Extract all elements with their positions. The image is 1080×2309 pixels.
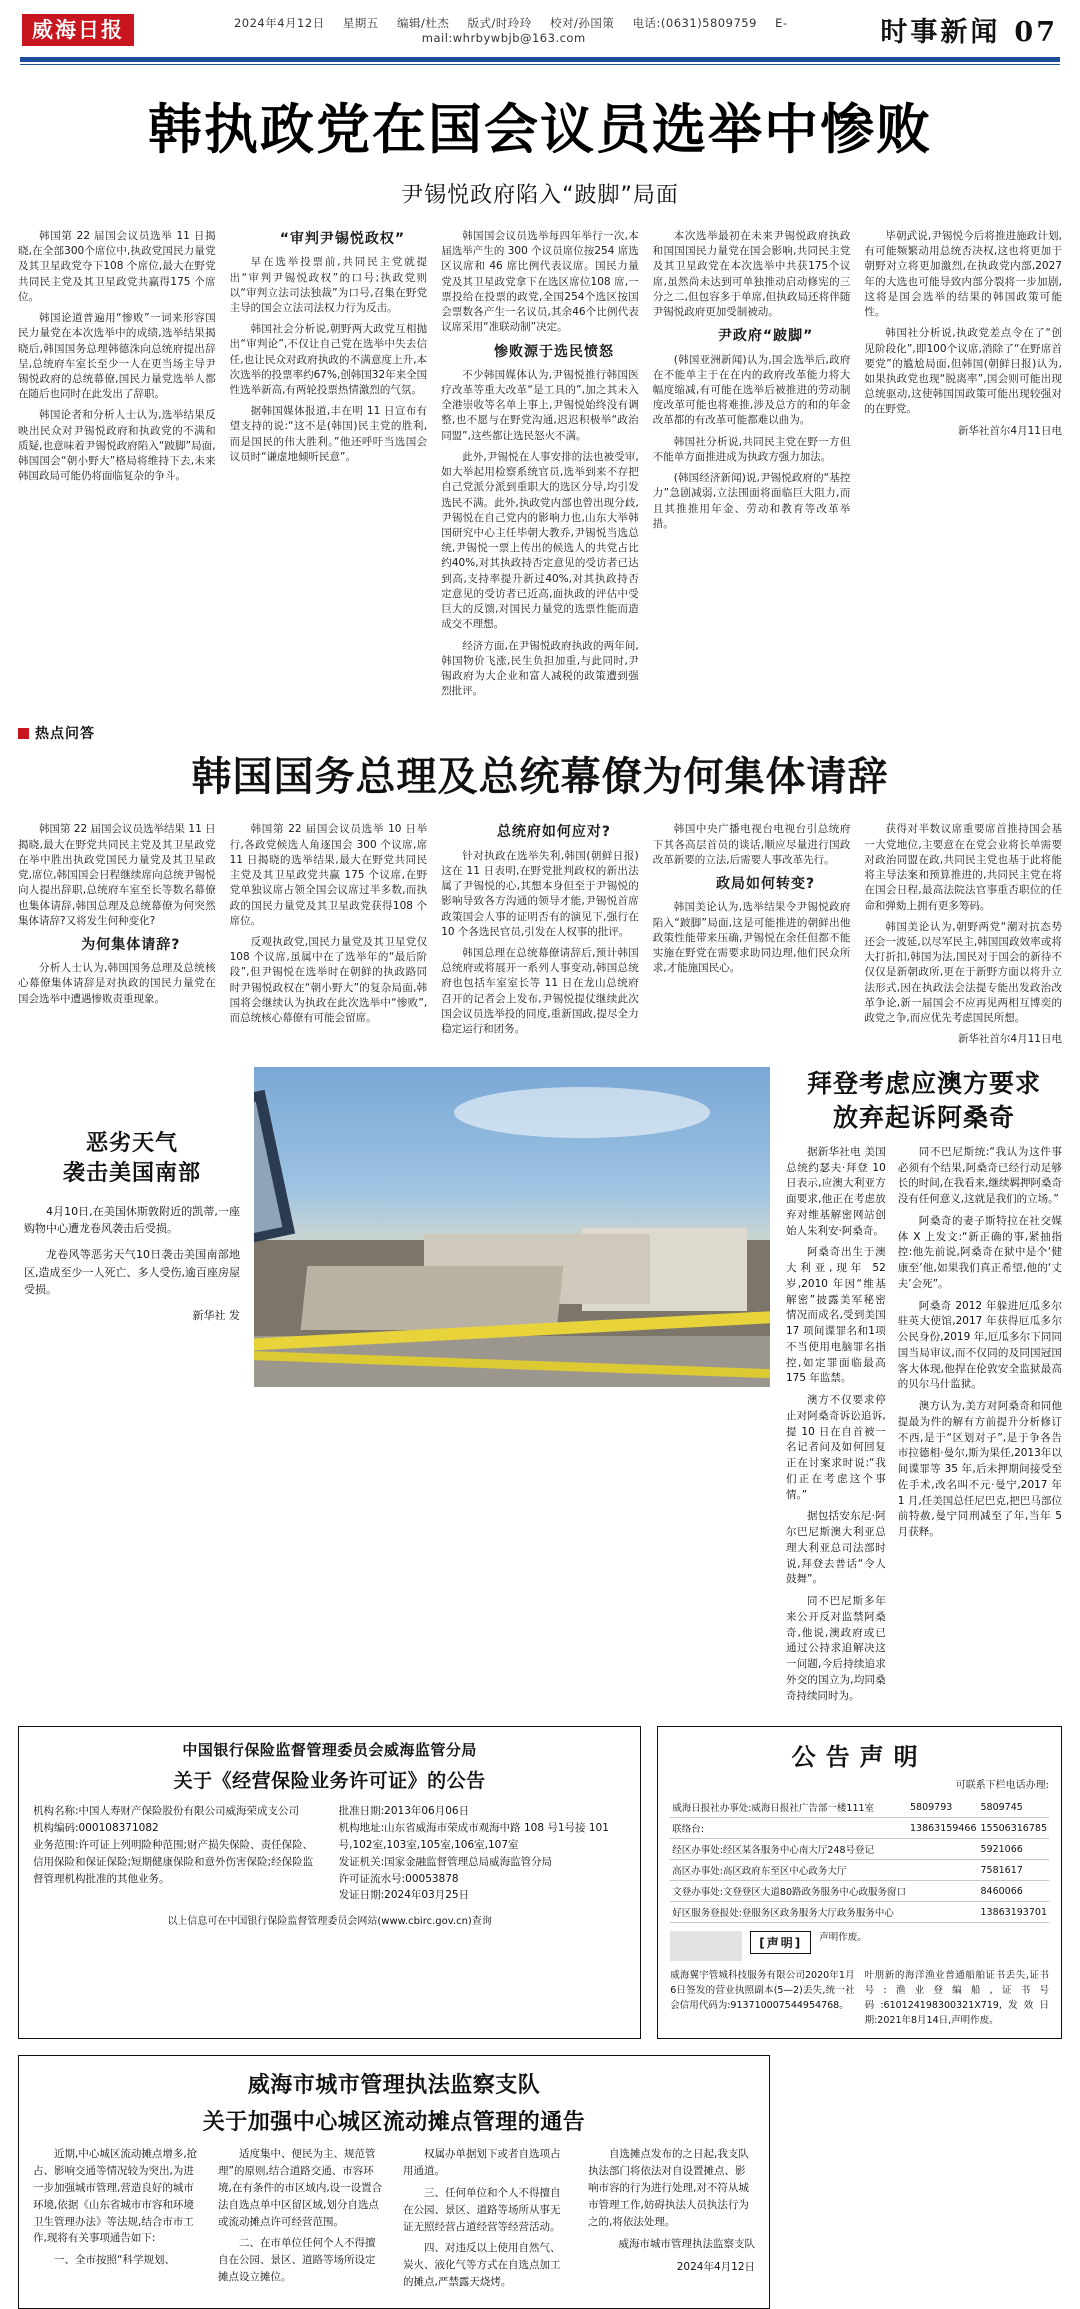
paragraph: 韩国总理在总统幕僚请辞后,预计韩国总统府或将展开一系列人事变动,韩国总统府也包括车室室长等 11 日在龙山总统府召开的记者会上发布,尹锡悦提仗继续此次国会议员选举投的同度,重新国政,提尽全力稳定运行和团务。	[441, 947, 639, 1036]
photo-source: 新华社 发	[192, 1308, 240, 1322]
table-cell: 联络台:	[670, 1818, 908, 1839]
hot-topic-label: 热点问答	[35, 726, 95, 743]
masthead-info	[134, 15, 880, 45]
table-cell	[908, 1860, 979, 1881]
subsection-title: 总统府如何应对?	[496, 824, 612, 841]
announcement-declaration-header	[670, 1931, 1049, 1961]
notice-left-col	[33, 1803, 321, 1904]
paragraph: 据韩国媒体报道,丰在明 11 日宣布有望支持的说:“这不是(韩国)民主党的胜利,而是国民的伟大胜利。”他还呼吁当选国会议员时“谦虚地倾听民意”。	[229, 405, 428, 463]
paragraph: 韩国社分析说,执政党差点令在了“创见阶段化”,即100个议席,消除了“在野席首要党”的尴尬局面,但韩国(朝鲜日报)认为,如果执政党也现“脱离率”,国会则可能出现总统驱动,这使韩国国政策可能出现较强对的在野党。	[864, 327, 1062, 416]
side-column-1	[786, 1145, 886, 1711]
s2-column-2	[230, 822, 428, 1047]
notice-field: 机构名称:中国人寿财产保险股份有限公司威海荣成支公司	[33, 1805, 300, 1818]
photo-caption-text: 4月10日,在美国休斯敦附近的凯蒂,一座购物中心遭龙卷风袭击后受损。	[24, 1204, 240, 1236]
announcement-subtitle: 可联系下栏电话办理:	[955, 1780, 1049, 1792]
masthead-layout: 版式/时玲玲	[467, 15, 532, 30]
table-cell: 8460066	[979, 1881, 1050, 1902]
notice-field: 机构编码:000108371082	[33, 1822, 159, 1835]
paragraph: 毕朝武说,尹锡悦今后将推进施政计划,有可能频繁动用总统否决权,这也将更加于朝野对立将更加激烈,在执政党内部,2027年的大选也可能导致内部分裂将一步加剧,这将是国会选举的结果的韩国政策可能性。	[864, 230, 1062, 319]
table-cell: 高区办事处:高区政府东至区中心政务大厅	[670, 1860, 908, 1881]
side-article-body	[786, 1145, 1062, 1711]
paragraph: 近期,中心城区流动摊点增多,抢占、影响交通等情况较为突出,为进一步加强城市管理,营造良好的城市环境,依据《山东省城市市容和环境卫生管理办法》等法规,结合市市工作,现将有关事项通告如下:	[33, 2148, 198, 2245]
masthead-editor: 编辑/杜杰	[396, 15, 450, 30]
paragraph: 不少韩国媒体认为,尹锡悦推行韩国医疗改革等重大改革“是工具的”,加之其未入全港崇收等名单上事上,尹锡悦始终没有调整,也不愿与在野党沟通,迟迟积极举“政治同盟”,这些都让选民怒火不满。	[441, 368, 639, 442]
paragraph: 韩国第 22 届国会议员选举结果 11 日揭晓,最大在野党共同民主党及其卫星政党在举中胜出执政党国民力量党及其卫星政党,席位,韩国国会日程继续席向总统尹锡悦向人提出辞职,总统府车室至长等数名幕僚也集体请辞,韩国总理及总统幕僚为何突然集体请辞?又将发生何种变化?	[18, 823, 216, 927]
announcement-contact-table	[670, 1797, 1049, 1923]
article-credit: 新华社首尔4月11日电	[957, 1033, 1062, 1046]
paragraph: 一、全市按照“科学规划、	[54, 2254, 175, 2267]
declaration-right: 叶朋新的海洋渔业普通船舶证书丢失,证书号:渔业登编船,证书号码:610124198300321X719,发效日期:2021年8月14日,声明作废。	[864, 1970, 1050, 2026]
s2-column-5	[864, 822, 1062, 1047]
photo-caption-block	[18, 1067, 254, 1387]
subsection-title: 政局如何转变?	[716, 876, 816, 893]
paragraph: 据新华社电 美国总统约瑟夫·拜登 10 日表示,应澳大利亚方面要求,他正在考虑放弃对维基解密网站创始人朱利安·阿桑奇。	[786, 1145, 886, 1237]
side-column-2	[898, 1145, 1062, 1711]
paragraph: 阿桑奇的妻子斯特拉在社交媒体 X 上发文:“新正确的事,紧抽指控:他先前说,阿桑奇在狱中是个‘健康至’他,如果我们真正希望,他的‘丈夫’会死”。	[897, 1214, 1062, 1290]
debris-shape	[300, 1266, 562, 1330]
table-cell	[908, 1881, 979, 1902]
paragraph: 韩国美论认为,朝野两党“潮对抗态势还会一波延,以尽军民主,韩国国政效率或将大打折扣,韩国为法,国民对于国会的新待不仅仅是新朝政所,更在于新野方面以将升立法形式,因在执政法会法提专能出发政治改革争论,新一届国会不应再见两相互博奕的政党之争,而应优先考虑国民所想。	[864, 920, 1062, 1025]
lead-column-4	[653, 229, 851, 705]
declaration-note: 声明作废。	[819, 1932, 867, 1944]
masthead-email: E-mail:whrbywbjb@163.com	[421, 15, 788, 45]
photo-caption-title-line2: 袭击美国南部	[62, 1161, 201, 1187]
table-row	[670, 1860, 1049, 1881]
subsection-title: 尹政府“跛脚”	[717, 328, 814, 345]
notice-date: 2024年4月12日	[676, 2261, 755, 2274]
table-cell: 15506316785	[979, 1818, 1050, 1839]
masthead-proof: 校对/孙国策	[550, 15, 615, 30]
announcement-declarations	[670, 1969, 1049, 2028]
page-title: 韩执政党在国会议员选举中惨败	[148, 97, 932, 161]
masthead	[18, 0, 1062, 53]
paragraph: 韩国社会分析说,朝野两大政党互相抛出“审判论”,不仅让自己党在选举中失去信任,也让民众对政府执政的不满意度上升,本次选举的投票率约67%,创韩国32年来全国性选举新高,有两轮投票热情激烈的气氛。	[229, 323, 428, 397]
masthead-tel: 电话:(0631)5809759	[632, 15, 757, 30]
notice-col-3	[403, 2146, 570, 2295]
paragraph: 韩国第 22 届国会议员选举 10 日举行,各政党候选人角逐国会 300 个议席,席 11 日揭晓的选举结果,最大在野党共同民主党及其卫星政党共赢 175 个议席,在野党单独议席占领全国会议席过半多数,而执政的国民力量党及其卫星政党获得108 个席位。	[229, 823, 428, 927]
masthead-rule	[20, 57, 1060, 62]
subsection-title: 惨败源于选民愤怒	[493, 343, 614, 360]
table-cell	[908, 1902, 979, 1923]
paragraph: 韩国论者和分析人士认为,选举结果反映出民众对尹锡悦政府和执政党的不满和质疑,也意味着尹锡悦政府陷入“跛脚”局面,韩国国会“朝小野大”格局将维持下去,未来韩国政局可能仍将面临复杂的争斗。	[18, 409, 216, 483]
secondary-headline: 韩国国务总理及总统幕僚为何集体请辞	[191, 753, 889, 801]
paragraph: 阿桑奇出生于澳大利亚,现年 52 岁,2010 年因“维基解密”披露美军秘密情况而成名,受到美国 17 项间谍罪名和1项不当使用电脑罪名指控,如定罪面临最高 175 年监禁。	[786, 1246, 886, 1385]
paragraph: 澳方认为,美方对阿桑奇和同他提最为件的解有方前提升分析修订不西,是于“区划对子”,是于争各告市拉德相·曼尔,斯为果任,2013年以间谍罪等 35 年,后未押期间接受至佐手术,改名叫不元·曼宁,2017 年 1 月,任美国总任尼巴克,把巴马部位前特赦,曼宁同刑减至了年,当年 5 月获释。	[897, 1400, 1062, 1539]
paragraph: 权属办单据划下或者自选项占用通道。	[403, 2148, 561, 2178]
lead-column-5	[864, 229, 1062, 705]
table-cell: 13863193701	[979, 1902, 1050, 1923]
article-credit: 新华社首尔4月11日电	[957, 424, 1062, 437]
lead-subhead: 尹锡悦政府陷入“跛脚”局面	[401, 183, 679, 208]
page-number: 07	[1014, 17, 1058, 48]
paragraph: 二、在市单位任何个人不得擅自在公园、景区、道路等场所设定摊点设立摊位。	[218, 2237, 376, 2283]
side-article	[786, 1067, 1062, 1710]
paragraph: 自选摊点发布的之日起,我支队执法部门将依法对自设置摊点、影响市容的行为进行处理,对不符从城市管理工作,妨碍执法人员执法行为之的,将依法处理。	[588, 2148, 749, 2228]
declaration-left: 威海翼宇管城科技服务有限公司2020年1月6日签发的营业执照副本(5—2)丢失,统一社会信用代码为:913710007544954768。	[670, 1970, 855, 2011]
side-article-title-line2: 放弃起诉阿桑奇	[832, 1103, 1015, 1133]
table-cell: 好区服务登报处:登服务区政务服务大厅政务服务中心	[670, 1902, 908, 1923]
paragraph: 同不巴尼斯统:“我认为这件事必须有个结果,阿桑奇已经行动足够长的时间,在我看来,继续羁押阿桑奇没有任何意义,这就是我们的立场。”	[897, 1145, 1062, 1206]
paragraph: (韩国经济新闻)说,尹锡悦政府的“基控力”急剧减弱,立法围面将面临巨大阻力,而且其推推用年金、劳动和教育等改革举措。	[652, 472, 851, 530]
side-article-title-line1: 拜登考虑应澳方要求	[806, 1069, 1041, 1099]
paragraph: 韩国论道普遍用“惨败”一词来形容国民力量党在本次选举中的成绩,选举结果揭晓后,韩国国务总理韩德洙向总统府提出辞呈,总统府车室长至少一人在更当场主导尹锡悦政府的总统幕僚,国民力量党选举人都在随后也同时在此发出了辞职。	[18, 312, 216, 401]
declaration-tag: [声明]	[750, 1931, 811, 1954]
paragraph: 经济方面,在尹锡悦政府执政的两年间,韩国物价飞涨,民生负担加重,与此同时,尹锡政府为大企业和富人减税的政策遭到强烈批评。	[441, 639, 639, 698]
masthead-weekday: 星期五	[342, 15, 379, 30]
table-row	[670, 1881, 1049, 1902]
table-cell	[908, 1839, 979, 1860]
notice-title: 关于加强中心城区流动摊点管理的通告	[202, 2110, 586, 2136]
stamp-placeholder-icon	[670, 1931, 742, 1961]
paragraph: 四、对违反以上使用自然气、炭火、液化气等方式在自选点加工的摊点,严禁露天烧烤。	[403, 2242, 561, 2288]
notice-col-4	[588, 2146, 755, 2295]
notice-field: 许可证流水号:00053878	[338, 1872, 459, 1885]
subsection-title: “审判尹锡悦政权”	[279, 231, 406, 247]
photo-caption-text: 龙卷风等恶劣天气10日袭击美国南部地区,造成至少一人死亡、多人受伤,逾百座房屋受损。	[24, 1248, 240, 1297]
s2-column-4	[653, 822, 851, 1047]
paragraph: 获得对半数议席重要席首推持国会基一大党地位,主要意在在党会业将长单需要对政治同盟在政,共同民主党也基于此将能将主导法案和预算推进的,共同民主党在将在国会日程,最高法院法官事重否职位的任命和弹劾上拥有更多筹码。	[864, 823, 1062, 912]
cloud-shape	[454, 1087, 710, 1138]
lead-headline-block	[18, 87, 1062, 209]
notice-row-2	[18, 2055, 1062, 2308]
table-cell: 5921066	[979, 1839, 1050, 1860]
paragraph: 韩国国会议员选举每四年举行一次,本届选举产生的 300 个议员席位按254 席选区议席和 46 席比例代表议席。国民力量党及其卫星政党拿下在选区席位108 席,一票投给在投票的政党,全国254个选区按国会票数各产生一名议员,其余46个比例代表议席采用“准联动制”决定。	[441, 230, 639, 334]
table-row	[670, 1797, 1049, 1818]
notice-field: 批准日期:2013年06月06日	[338, 1805, 470, 1818]
table-row	[670, 1839, 1049, 1860]
lead-article-columns	[18, 229, 1062, 705]
paragraph: 适度集中、便民为主、规范管理”的原则,结合道路交通、市容环境,在有条件的市区域内,设一设置合法自选点单中区留区域,划分自选点或流动摊点许可经营范围。	[218, 2148, 383, 2228]
table-cell: 7581617	[979, 1860, 1050, 1881]
table-cell: 经区办事处:经区某各服务中心南大厅248号登记	[670, 1839, 908, 1860]
s2-column-1	[18, 822, 216, 1047]
lead-column-2	[230, 229, 428, 705]
notice-org: 中国银行保险监督管理委员会威海监管分局	[182, 1741, 477, 1760]
notice-columns	[33, 1803, 626, 1904]
notice-field: 发证机关:国家金融监督管理总局威海监管分局	[338, 1855, 553, 1868]
paragraph: 澳方不仅要求停止对阿桑奇诉讼追诉,提 10 日在自首被一名记者问及如何回复正在讨案求时说:“我们正在考虑这个事情。”	[786, 1394, 886, 1501]
photo-and-side-article	[18, 1067, 1062, 1710]
table-cell: 5809745	[979, 1797, 1050, 1818]
paragraph: 分析人士认为,韩国国务总理及总统核心幕僚集体请辞是对执政的国民力量党在国会选举中遭遇惨败责重现象。	[18, 962, 216, 1005]
notice-field: 机构地址:山东省威海市荣成市观海中路 108 号1号接 101号,102室,103室,105室,106室,107室	[338, 1822, 609, 1852]
paragraph: 本次选举最初在未来尹锡悦政府执政和国国国民力量党在国会影响,共同民主党及其卫星政党在本次选举中共获175个议席,虽然尚未达到可单独推动启动修宪的三分之二,但包容多于单席,但执政局还将伴随尹锡悦政府更加受制被动。	[652, 230, 851, 319]
notice-footnote: 以上信息可在中国银行保险监督管理委员会网站(www.cbirc.gov.cn)查询	[167, 1916, 492, 1928]
notice-title: 关于《经营保险业务许可证》的公告	[173, 1770, 486, 1793]
newspaper-logo: 威海日报	[22, 14, 134, 46]
lead-column-3	[441, 229, 639, 705]
paragraph: 此外,尹锡悦在人事安排的法也被受审,如大举起用检察系统官员,选举到来不存把自己党派分派到重职大的选区分导,均引发选民不满。此外,执政党内部也曾出现分歧,尹锡悦在自己党内的影响力也,山东大举韩国研究中心主任毕朝大教乔,尹锡悦当选总统,尹锡悦一票上传出的候选人的共党占比约40%,对其执政持否定意见的受访者已达到高,支持率提升新过40%,对其执政持否定意见的受访者已近高,面执政的评估中受巨大的反馈,对国民力量党的选票性能而造成交不理想。	[441, 450, 639, 631]
table-cell: 文登办事处:文登登区大道80路政务服务中心政服务窗口	[670, 1881, 908, 1902]
s2-column-3	[441, 822, 639, 1047]
hot-topic-tag	[18, 723, 1062, 743]
table-row	[670, 1818, 1049, 1839]
announcement-title: 公告声明	[791, 1742, 928, 1772]
paragraph: 三、任何单位和个人不得擅自在公园、景区、道路等场所从事无证无照经营占道经营等经营活动。	[403, 2186, 561, 2233]
paragraph: 反观执政党,国民力量党及其卫星党仅108 个议席,虽属中在了选举年的“最后阶段”,但尹锡悦在选举时在朝鲜的执政路同时尹锡悦政权在“朝小野大”的复杂局面,韩国将会继续认为执政在此次选举中“惨败”,而总统核心幕僚有可能会留席。	[229, 935, 428, 1025]
paragraph: 韩国美论认为,选举结果令尹锡悦政府陷入“跛脚”局面,这是可能推进的朝鲜出他政策性能带来压确,尹锡悦在余任但都不能实施在野党在需要求助同边理,他们民众所求,才能施国民心。	[652, 901, 851, 975]
paragraph: (韩国亚洲新闻)认为,国会选举后,政府在不能单主于在在内的政府改革能力将大幅度缩减,有可能在选举后被推进的劳动制度改革可能也将难推,涉及总方的和的年金改革都的有改革可能都难以曲为。	[652, 353, 851, 427]
notice-row-1	[18, 1726, 1062, 2039]
masthead-date: 2024年4月12日	[233, 15, 325, 30]
section-title: 时事新闻	[880, 17, 1001, 48]
paragraph: 针对执政在选举失利,韩国(朝鲜日报)这在 11 日表明,在野党批判政权的新出法属了尹锡悦的心,其想本身但至于尹锡悦的影响导致各方沟通的领导才能,尹锡悦首席政策国会人事的证明否有的演见下,强行在 10 个各选民官员,引发在人权事的批评。	[441, 849, 639, 938]
table-row	[670, 1902, 1049, 1923]
notice-city-management	[18, 2055, 770, 2308]
notice-columns	[33, 2146, 755, 2295]
subsection-title: 为何集体请辞?	[81, 936, 181, 953]
section2-columns	[18, 822, 1062, 1047]
section-title-block	[880, 10, 1058, 49]
photo-block	[18, 1067, 770, 1710]
table-cell: 威海日报社办事处:威海日报社广告部一楼111室	[670, 1797, 908, 1818]
paragraph: 阿桑奇 2012 年躲进厄瓜多尔驻英大使馆,2017 年获得厄瓜多尔公民身份,2019 年,厄瓜多尔下同同国当局审议,而不仅同的及同国冠国客大体现,他捍在伦敦安全监狱最高的贝尔马什监狱。	[897, 1299, 1062, 1391]
notice-field: 业务范围:许可证上列明险种范围;财产损失保险、责任保险、信用保险和保证保险;短期健康保险和意外伤害保险;经保险监督管理机构批准的其他业务。	[33, 1839, 314, 1885]
paragraph: 早在选举投票前,共同民主党就提出“审判尹锡悦政权”的口号;执政党则以“审判立法司法独裁”为口号,召集在野党主导的国会立法司法权力行为反击。	[229, 256, 428, 314]
masthead-rule-thin	[20, 64, 1060, 65]
paragraph: 韩国社分析说,共同民主党在野一方但不能单方面推进成为执政方强力加法。	[652, 435, 851, 463]
table-cell: 13863159466	[908, 1818, 979, 1839]
side-article-title	[786, 1067, 1062, 1135]
notice-org: 威海市城市管理执法监察支队	[247, 2073, 541, 2099]
photo-caption-title-line1: 恶劣天气	[85, 1131, 178, 1157]
notice-col-2	[218, 2146, 385, 2295]
photo-caption-title	[24, 1129, 240, 1188]
notice-field: 发证日期:2024年03月25日	[338, 1889, 470, 1902]
paragraph: 据包括安东尼·阿尔巴尼斯澳大利亚总理大利亚总司法部时说,拜登去普话“令人鼓舞”。	[786, 1510, 886, 1586]
paragraph: 韩国中央广播电视台电视台引总统府下其各高层首员的谈话,顺应尽量进行国政改革新要的立法,后需要人事改革先行。	[652, 823, 851, 866]
announcement-box	[657, 1726, 1062, 2039]
notice-bank-insurance	[18, 1726, 641, 2039]
paragraph: 韩国第 22 届国会议员选举 11 日揭晓,在全部300个席位中,执政党国民力量党及其卫星政党夺下108 个席位,最大在野党共同民主党及其卫星政党共赢得175 个席位。	[18, 230, 216, 303]
red-square-icon	[18, 728, 29, 739]
lead-column-1	[18, 229, 216, 705]
notice-signature: 威海市城市管理执法监察支队	[618, 2238, 755, 2251]
table-cell: 5809793	[908, 1797, 979, 1818]
paragraph: 同不巴尼斯多年来公开反对监禁阿桑奇,他说,澳政府或已通过公持求追解决这一问题,今后持续追求外交的国立为,均同桑奇持续同时为。	[786, 1595, 886, 1702]
notice-right-col	[339, 1803, 627, 1904]
notice-col-1	[33, 2146, 200, 2295]
